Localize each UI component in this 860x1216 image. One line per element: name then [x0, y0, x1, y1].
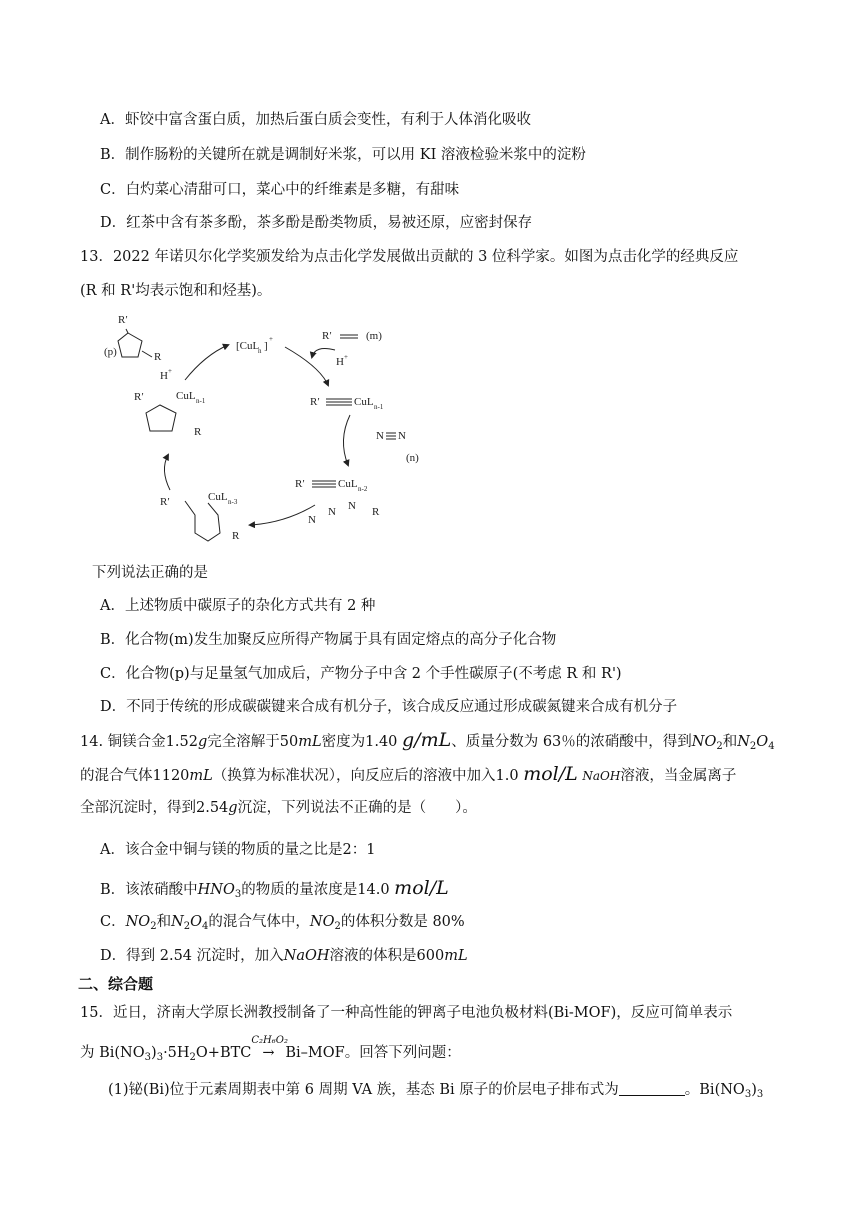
q15-stem-line2: 为 $Bi(NO_3)_3\cdot 5H_2O+BTC$ C₂H₆O₂ → Bi–MOF。回答下列问题：: [80, 1035, 461, 1063]
q13-option-c: C．化合物(p)与足量氢气加成后，产物分子中含 2 个手性碳原子(不考虑 R 和 R'): [100, 666, 622, 682]
catalyst-label: [CuL: [236, 340, 260, 352]
acetylide-rprime: R′: [310, 396, 320, 408]
p-r: R: [154, 351, 162, 363]
svg-text:N: N: [328, 506, 336, 518]
q12-option-a: A．虾饺中富含蛋白质，加热后蛋白质会变性，有利于人体消化吸收: [100, 112, 531, 128]
q14-option-d: D．得到 2.54 沉淀时，加入NaOH溶液的体积是600mL: [100, 948, 468, 964]
q13-option-b: B．化合物(m)发生加聚反应所得产物属于具有固定熔点的高分子化合物: [100, 632, 557, 648]
azide-n1: N: [376, 430, 384, 442]
int2-n2: n-2: [358, 485, 368, 493]
q14-option-a: A．该合金中铜与镁的物质的量之比是2：1: [100, 842, 376, 858]
int4-rprime: R′: [134, 391, 144, 403]
svg-text:]: ]: [264, 340, 268, 352]
q12-option-d: D．红茶中含有茶多酚，茶多酚是酚类物质，易被还原，应密封保存: [100, 215, 533, 231]
int2-rprime: R′: [295, 478, 305, 490]
q13-option-d: D．不同于传统的形成碳碳键来合成有机分子，该合成反应通过形成碳氮键来合成有机分子: [100, 699, 678, 715]
q12-option-b: B．制作肠粉的关键所在就是调制好米浆，可以用 KI 溶液检验米浆中的淀粉: [100, 147, 586, 163]
m-rprime: R′: [322, 330, 332, 342]
q13-stem-line2: (R 和 R'均表示饱和和烃基)。: [80, 283, 272, 299]
int4-cul: CuL: [176, 390, 196, 402]
q15-sub1: (1)铋(Bi)位于元素周期表中第 6 周期 VA 族，基态 Bi 原子的价层电子排布式为 。$Bi(NO_3)_3$: [108, 1082, 764, 1100]
catalyst-sub: n: [258, 347, 262, 355]
acetylide-n1: n-1: [374, 403, 384, 411]
q14-option-b: B．该浓硝酸中$HNO_3$的物质的量浓度是14.0 mol/L: [100, 877, 449, 900]
click-chemistry-cycle-diagram: [90, 305, 420, 555]
p-hplus-sign: +: [168, 367, 172, 375]
q12-option-c: C．白灼菜心清甜可口，菜心中的纤维素是多糖，有甜味: [100, 182, 460, 198]
q15-stem-line1: 15．近日，济南大学原长洲教授制备了一种高性能的钾离子电池负极材料(Bi-MOF)，反应可简单表示: [80, 1005, 733, 1021]
svg-text:R: R: [372, 506, 380, 518]
answer-blank[interactable]: [619, 1081, 685, 1096]
p-rprime: R′: [118, 314, 128, 326]
p-label: (p): [104, 346, 117, 358]
q14-stem-line1: 14. 铜镁合金1.52g完全溶解于50mL密度为1.40 g/mL、质量分数为 63％的浓硝酸中，得到$NO_2$和$N_2O_4$: [80, 729, 775, 752]
int3-cul: CuL: [208, 491, 228, 503]
azide-label: (n): [406, 452, 419, 464]
q13-prompt: 下列说法正确的是: [92, 565, 208, 581]
svg-text:N: N: [308, 514, 316, 526]
azide-n2: N: [398, 430, 406, 442]
m-label: (m): [366, 330, 382, 342]
int3-n3: n-3: [228, 498, 238, 506]
int3-rprime: R′: [160, 496, 170, 508]
svg-text:N: N: [348, 500, 356, 512]
q14-stem-line3: 全部沉淀时，得到2.54g沉淀，下列说法不正确的是（ ）。: [80, 800, 477, 816]
svg-text:R: R: [194, 426, 202, 438]
p-hplus: H: [160, 370, 168, 382]
int4-n1: n-1: [196, 397, 206, 405]
svg-text:R: R: [232, 530, 240, 542]
q13-option-a: A．上述物质中碳原子的杂化方式共有 2 种: [100, 598, 376, 614]
int2-cul: CuL: [338, 478, 358, 490]
svg-text:+: +: [344, 353, 348, 361]
m-hplus: H: [336, 356, 344, 368]
section-heading: 二、综合题: [78, 975, 154, 993]
q14-stem-line2: 的混合气体1120mL（换算为标准状况），向反应后的溶液中加入1.0 mol/L NaOH溶液，当金属离子: [80, 763, 737, 785]
q13-stem-line1: 13．2022 年诺贝尔化学奖颁发给为点击化学发展做出贡献的 3 位科学家。如图为点击化学的经典反应: [80, 249, 739, 265]
q14-option-c: C．$NO_2$和$N_2O_4$的混合气体中，$NO_2$的体积分数是 80%: [100, 914, 465, 932]
acetylide-cul: CuL: [354, 396, 374, 408]
catalyst-plus: +: [269, 335, 273, 343]
